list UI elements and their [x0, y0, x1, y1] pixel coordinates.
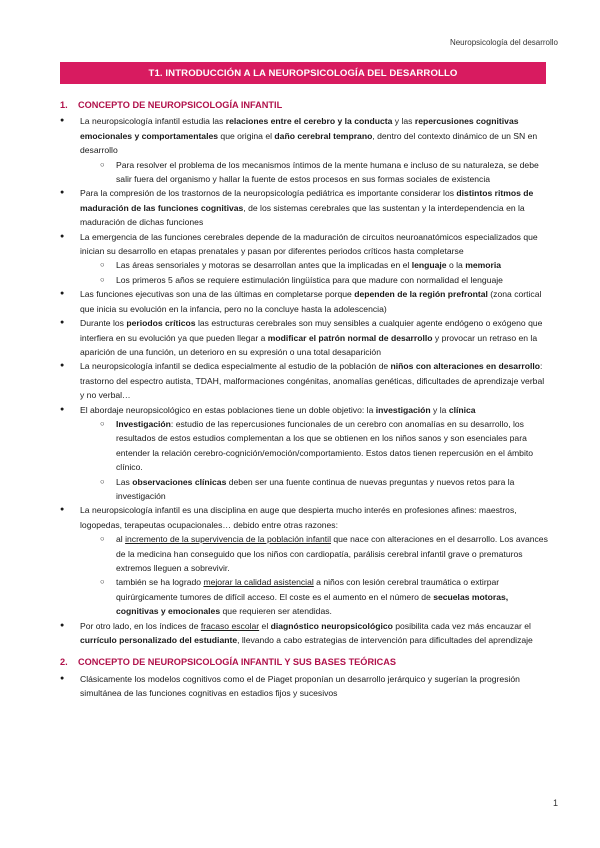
section-1-number: 1.	[60, 100, 68, 110]
document-body	[60, 98, 548, 701]
bullet-discipline-growth: ● La neuropsicología infantil es una disciplina en auge que despierta mucho interés en profesiones afines: maestros, logopedas, terapeutas ocupacionales… debido entre otras razones:	[60, 503, 548, 532]
sub-bullet-survival: ○ al incremento de la supervivencia de la población infantil que nace con alteraciones en el desarrollo. Los avances de la medicina han conseguido que los niños con cardiopatía, parálisis cerebral infantil grave o prematuros extremos lleguen a sobrevivir.	[60, 532, 548, 575]
bullet-piaget: ● Clásicamente los modelos cognitivos como el de Piaget proponían un desarrollo jerárquico y sugerían la progresión simultánea de las funciones cognitivas en estadios fijos y sucesivos	[60, 672, 548, 701]
bullet-population: ● La neuropsicología infantil se dedica especialmente al estudio de la población de niños con alteraciones en desarrollo: trastorno del espectro autista, TDAH, malformaciones congénitas, anomalías genéticas, dificultades de aprendizaje verbal y no verbal…	[60, 359, 548, 402]
bullet-maturation-rhythms: ● Para la compresión de los trastornos de la neuropsicología pediátrica es importante considerar los distintos ritmos de maduración de las funciones cognitivas, de los sistemas cerebrales que las sustentan y la interdependencia en la maduración de dichas funciones	[60, 186, 548, 229]
sub-bullet-sensory-areas: ○ Las áreas sensoriales y motoras se desarrollan antes que la implicadas en el lenguaje o la memoria	[60, 258, 548, 272]
sub-bullet-clinical: ○ Las observaciones clínicas deben ser una fuente continua de nuevas preguntas y nuevos retos para la investigación	[60, 475, 548, 504]
chapter-title: T1. INTRODUCCIÓN A LA NEUROPSICOLOGÍA DEL DESARROLLO	[60, 62, 546, 84]
section-2-heading	[60, 655, 548, 669]
bullet-critical-periods: ● Durante los periodos críticos las estructuras cerebrales son muy sensibles a cualquier agente endógeno o exógeno que interfiera en su evolución ya que pueden llegar a modificar el patrón normal de desarrollo y provocar un retraso en la aparición de una función, un deterioro en su expresión o una total desaparición	[60, 316, 548, 359]
page-number: 1	[552, 798, 558, 808]
bullet-definition: ● La neuropsicología infantil estudia las relaciones entre el cerebro y la conducta y las repercusiones cognitivas emocionales y comportamentales que origina el daño cerebral temprano, dentro del contexto dinámico de un SN en desarrollo	[60, 114, 548, 157]
sub-bullet-research: ○ Investigación: estudio de las repercusiones funcionales de un cerebro con anomalías en su desarrollo, los resultados de estos estudios complementan a los que se obtienen en los niños sanos y son esenciales para entender la relación cerebro-cognición/emoción/comportamiento. Estos datos tienen repercusión en el ámbito clínico.	[60, 417, 548, 475]
bullet-executive-functions: ● Las funciones ejecutivas son una de las últimas en completarse porque dependen de la región prefrontal (zona cortical que inicia su evolución en la infancia, pero no la concluye hasta la adolescencia)	[60, 287, 548, 316]
section-2-title: CONCEPTO DE NEUROPSICOLOGÍA INFANTIL Y SUS BASES TEÓRICAS	[78, 657, 397, 668]
bullet-emergence: ● La emergencia de las funciones cerebrales depende de la maduración de circuitos neuroanatómicos especializados que inician su desarrollo en etapas prenatales y pasan por diferentes periodos críticos hasta completarse	[60, 230, 548, 259]
section-2-number: 2.	[60, 657, 68, 668]
sub-bullet-social-origin: ○ Para resolver el problema de los mecanismos íntimos de la mente humana e incluso de su naturaleza, se debe salir fuera del organismo y hallar la fuente de estos procesos en sus formas sociales de existencia	[60, 158, 548, 187]
sub-bullet-first-years: ○ Los primeros 5 años se requiere estimulación lingüística para que madure con normalidad el lenguaje	[60, 273, 548, 287]
bullet-objectives: ● El abordaje neuropsicológico en estas poblaciones tiene un doble objetivo: la investigación y la clínica	[60, 403, 548, 417]
section-1-heading	[60, 98, 548, 112]
section-1-title: CONCEPTO DE NEUROPSICOLOGÍA INFANTIL	[78, 100, 283, 110]
bullet-school-failure: ● Por otro lado, en los índices de fracaso escolar el diagnóstico neuropsicológico posibilita cada vez más encauzar el currículo personalizado del estudiante, llevando a cabo estrategias de intervención para dificultades del aprendizaje	[60, 619, 548, 648]
running-header: Neuropsicología del desarrollo	[449, 38, 558, 47]
sub-bullet-care-quality: ○ también se ha logrado mejorar la calidad asistencial a niños con lesión cerebral traumática o extirpar quirúrgicamente tumores de difícil acceso. El coste es el aumento en el número de secuelas motoras, cognitivas y emocionales que requieren ser atendidas.	[60, 575, 548, 618]
